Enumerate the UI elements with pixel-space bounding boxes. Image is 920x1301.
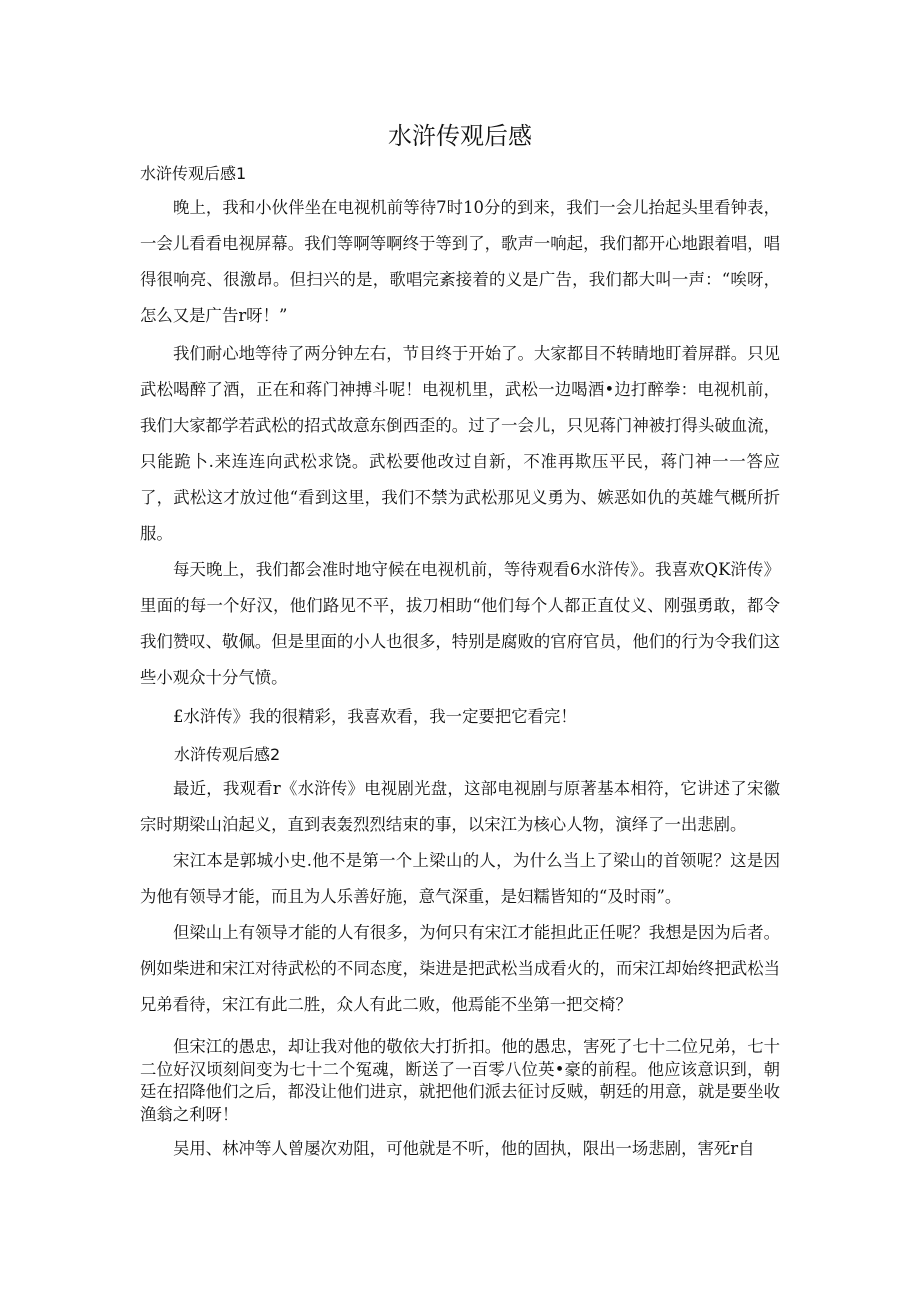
paragraph-6: 宋江本是郭城小史.他不是第一个上梁山的人，为什么当上了梁山的首领呢？这是因为他有领导才能，而且为人乐善好施，意气深重，是妇糯皆知的“及时雨”。	[140, 851, 780, 906]
paragraph-2: 我们耐心地等待了两分钟左右，节目终于开始了。大家都目不转睛地盯着屏群。只见武松喝醉了酒，正在和蒋门神搏斗呢！电视机里，武松一边喝酒•边打醉拳：电视机前，我们大家都学若武松的招式故意东倒西歪的。过了一会儿，只见蒋门神被打得头破血流，只能跪卜.来连连向武松求饶。武松要他改过自新，不准再欺压平民，蒋门神一一答应了，武松这才放过他“看到这里，我们不禁为武松那见义勇为、嫉恶如仇的英雄气概所折服。	[140, 344, 780, 543]
paragraph-3: 每天晚上，我们都会准时地守候在电视机前，等待观看6水浒传》。我喜欢QK浒传》里面的每一个好汉，他们路见不平，拔刀相助“他们每个人都正直仗义、刚强勇敢，都令我们赞叹、敬佩。但是里面的小人也很多，特别是腐败的官府官员，他们的行为令我们这些小观众十分气愤。	[140, 560, 780, 687]
paragraph-8: 但宋江的愚忠，却让我对他的敬依大打折扣。他的愚忠，害死了七十二位兄弟，七十二位好汉顷刻间变为七十二个冤魂，断送了一百零八位英•豪的前程。他应该意识到，朝廷在招降他们之后，都没让他们进京，就把他们派去征讨反贼，朝廷的用意，就是要坐收渔翁之利呀！	[140, 1037, 780, 1124]
paragraph-9: 吴用、林冲等人曾屡次劝阻，可他就是不听，他的固执，限出一场悲剧，害死r自	[173, 1139, 755, 1158]
paragraph-5: 最近，我观看r《水浒传》电视剧光盘，这部电视剧与原著基本相符，它讲述了宋徽宗时期梁山泊起义，直到表轰烈烈结束的事，以宋江为核心人物，演绎了一出悲剧。	[140, 779, 780, 834]
section-heading-1: 水浒传观后感1	[140, 164, 247, 183]
paragraph-4: £水浒传》我的很精彩，我喜欢看，我一定要把它看完！	[173, 707, 577, 726]
paragraph-1: 晚上，我和小伙伴坐在电视机前等待7时10分的到来，我们一会儿抬起头里看钟表，一会儿看看电视屏幕。我们等啊等啊终于等到了，歌声一响起，我们都开心地跟着唱，唱得很响亮、很激昂。但扫兴的是，歌唱完紊接着的义是广告，我们都大叫一声：“唉呀，怎么又是广告r呀！”	[140, 198, 780, 325]
paragraph-7: 但梁山上有领导才能的人有很多，为何只有宋江才能担此正任呢？我想是因为后者。例如柴进和宋江对待武松的不同态度，柒进是把武松当成看火的，而宋江却始终把武松当兄弟看待，宋江有此二胜，众人有此二败，他焉能不坐第一把交椅？	[140, 923, 780, 1014]
document-title: 水浒传观后感	[388, 122, 532, 150]
section-heading-2: 水浒传观后感2	[174, 745, 281, 764]
